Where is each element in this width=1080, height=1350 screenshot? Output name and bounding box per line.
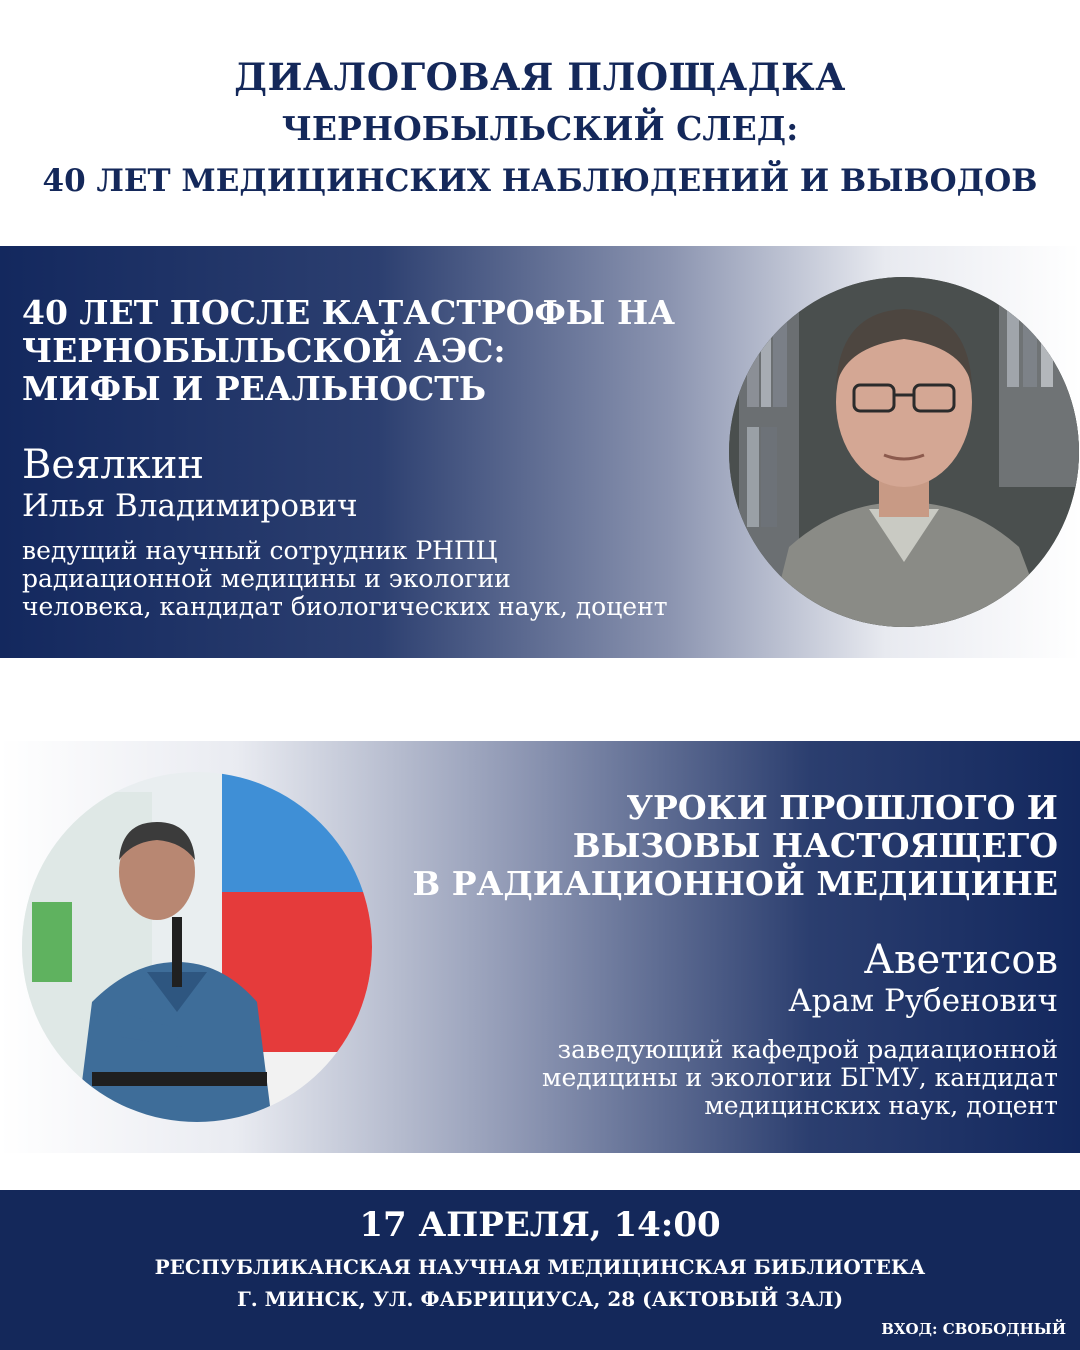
talk-title: 40 ЛЕТ ПОСЛЕ КАТАСТРОФЫ НА ЧЕРНОБЫЛЬСКОЙ АЭС: МИФЫ И РЕАЛЬНОСТЬ (22, 293, 676, 408)
talk-title: УРОКИ ПРОШЛОГО И ВЫЗОВЫ НАСТОЯЩЕГО В РАДИАЦИОННОЙ МЕДИЦИНЕ (412, 788, 1058, 903)
event-footer (0, 1190, 1080, 1350)
speaker-role: заведующий кафедрой радиационной медицины и экологии БГМУ, кандидат медицинских наук, доцент (542, 1035, 1058, 1120)
event-subtitle: 40 ЛЕТ МЕДИЦИНСКИХ НАБЛЮДЕНИЙ И ВЫВОДОВ (42, 163, 1038, 199)
speaker-photo (729, 277, 1079, 627)
speaker-photo (22, 772, 372, 1122)
speaker-role: ведущий научный сотрудник РНПЦ радиационной медицины и экологии человека, кандидат биологических наук, доцент (22, 536, 668, 621)
entry-note: ВХОД: СВОБОДНЫЙ (881, 1320, 1066, 1338)
event-date-time: 17 АПРЕЛЯ, 14:00 (359, 1205, 721, 1245)
speaker-given-names: Илья Владимирович (22, 488, 358, 524)
event-header (0, 52, 1080, 206)
event-address: Г. МИНСК, УЛ. ФАБРИЦИУСА, 28 (АКТОВЫЙ ЗАЛ) (236, 1287, 844, 1311)
event-title: ЧЕРНОБЫЛЬСКИЙ СЛЕД: (281, 109, 799, 148)
speaker-surname: Аветисов (863, 937, 1058, 983)
speaker-surname: Веялкин (22, 442, 205, 488)
event-type: ДИАЛОГОВАЯ ПЛОЩАДКА (234, 55, 846, 99)
event-venue: РЕСПУБЛИКАНСКАЯ НАУЧНАЯ МЕДИЦИНСКАЯ БИБЛИОТЕКА (154, 1255, 926, 1279)
speaker-given-names: Арам Рубенович (788, 983, 1058, 1019)
